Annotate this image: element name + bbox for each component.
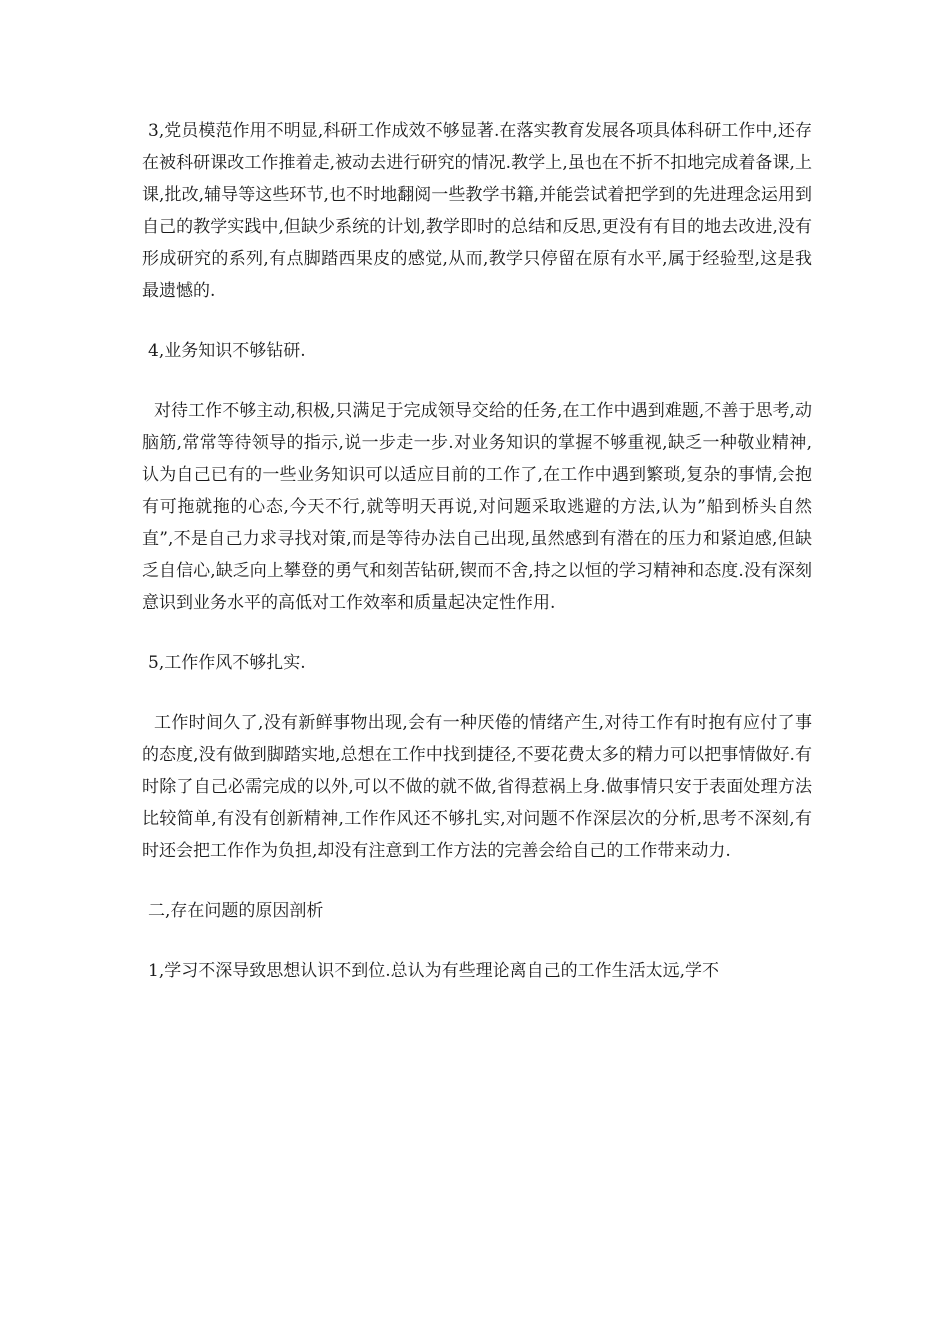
document-body [142, 115, 812, 1015]
paragraph-business-knowledge: 对待工作不够主动,积极,只满足于完成领导交给的任务,在工作中遇到难题,不善于思考,动脑筋,常常等待领导的指示,说一步走一步.对业务知识的掌握不够重视,缺乏一种敬业精神,认为自己已有的一些业务知识可以适应目前的工作了,在工作中遇到繁琐,复杂的事情,会抱有可拖就拖的心态,今天不行,就等明天再说,对问题采取逃避的方法,认为”船到桥头自然直”,不是自己力求寻找对策,而是等待办法自己出现,虽然感到有潜在的压力和紧迫感,但缺乏自信心,缺乏向上攀登的勇气和刻苦钻研,锲而不舍,持之以恒的学习精神和态度.没有深刻意识到业务水平的高低对工作效率和质量起决定性作用. [142, 401, 812, 613]
heading-business-knowledge: 4,业务知识不够钻研. [148, 341, 306, 361]
paragraph-party-member-role: 3,党员模范作用不明显,科研工作成效不够显著.在落实教育发展各项具体科研工作中,还存在被科研课改工作推着走,被动去进行研究的情况.教学上,虽也在不折不扣地完成着备课,上课,批改,辅导等这些环节,也不时地翻阅一些教学书籍,并能尝试着把学到的先进理念运用到自己的教学实践中,但缺少系统的计划,教学即时的总结和反思,更没有有目的地去改进,没有形成研究的系列,有点脚踏西果皮的感觉,从而,教学只停留在原有水平,属于经验型,这是我最遗憾的. [142, 121, 812, 301]
heading-work-style: 5,工作作风不够扎实. [148, 653, 306, 673]
paragraph-study-not-deep: 1,学习不深导致思想认识不到位.总认为有些理论离自己的工作生活太远,学不 [148, 961, 720, 981]
heading-cause-analysis: 二,存在问题的原因剖析 [148, 901, 324, 921]
paragraph-work-style: 工作时间久了,没有新鲜事物出现,会有一种厌倦的情绪产生,对待工作有时抱有应付了事的态度,没有做到脚踏实地,总想在工作中找到捷径,不要花费太多的精力可以把事情做好.有时除了自己必需完成的以外,可以不做的就不做,省得惹祸上身.做事情只安于表面处理方法比较简单,有没有创新精神,工作作风还不够扎实,对问题不作深层次的分析,思考不深刻,有时还会把工作作为负担,却没有注意到工作方法的完善会给自己的工作带来动力. [142, 713, 812, 861]
